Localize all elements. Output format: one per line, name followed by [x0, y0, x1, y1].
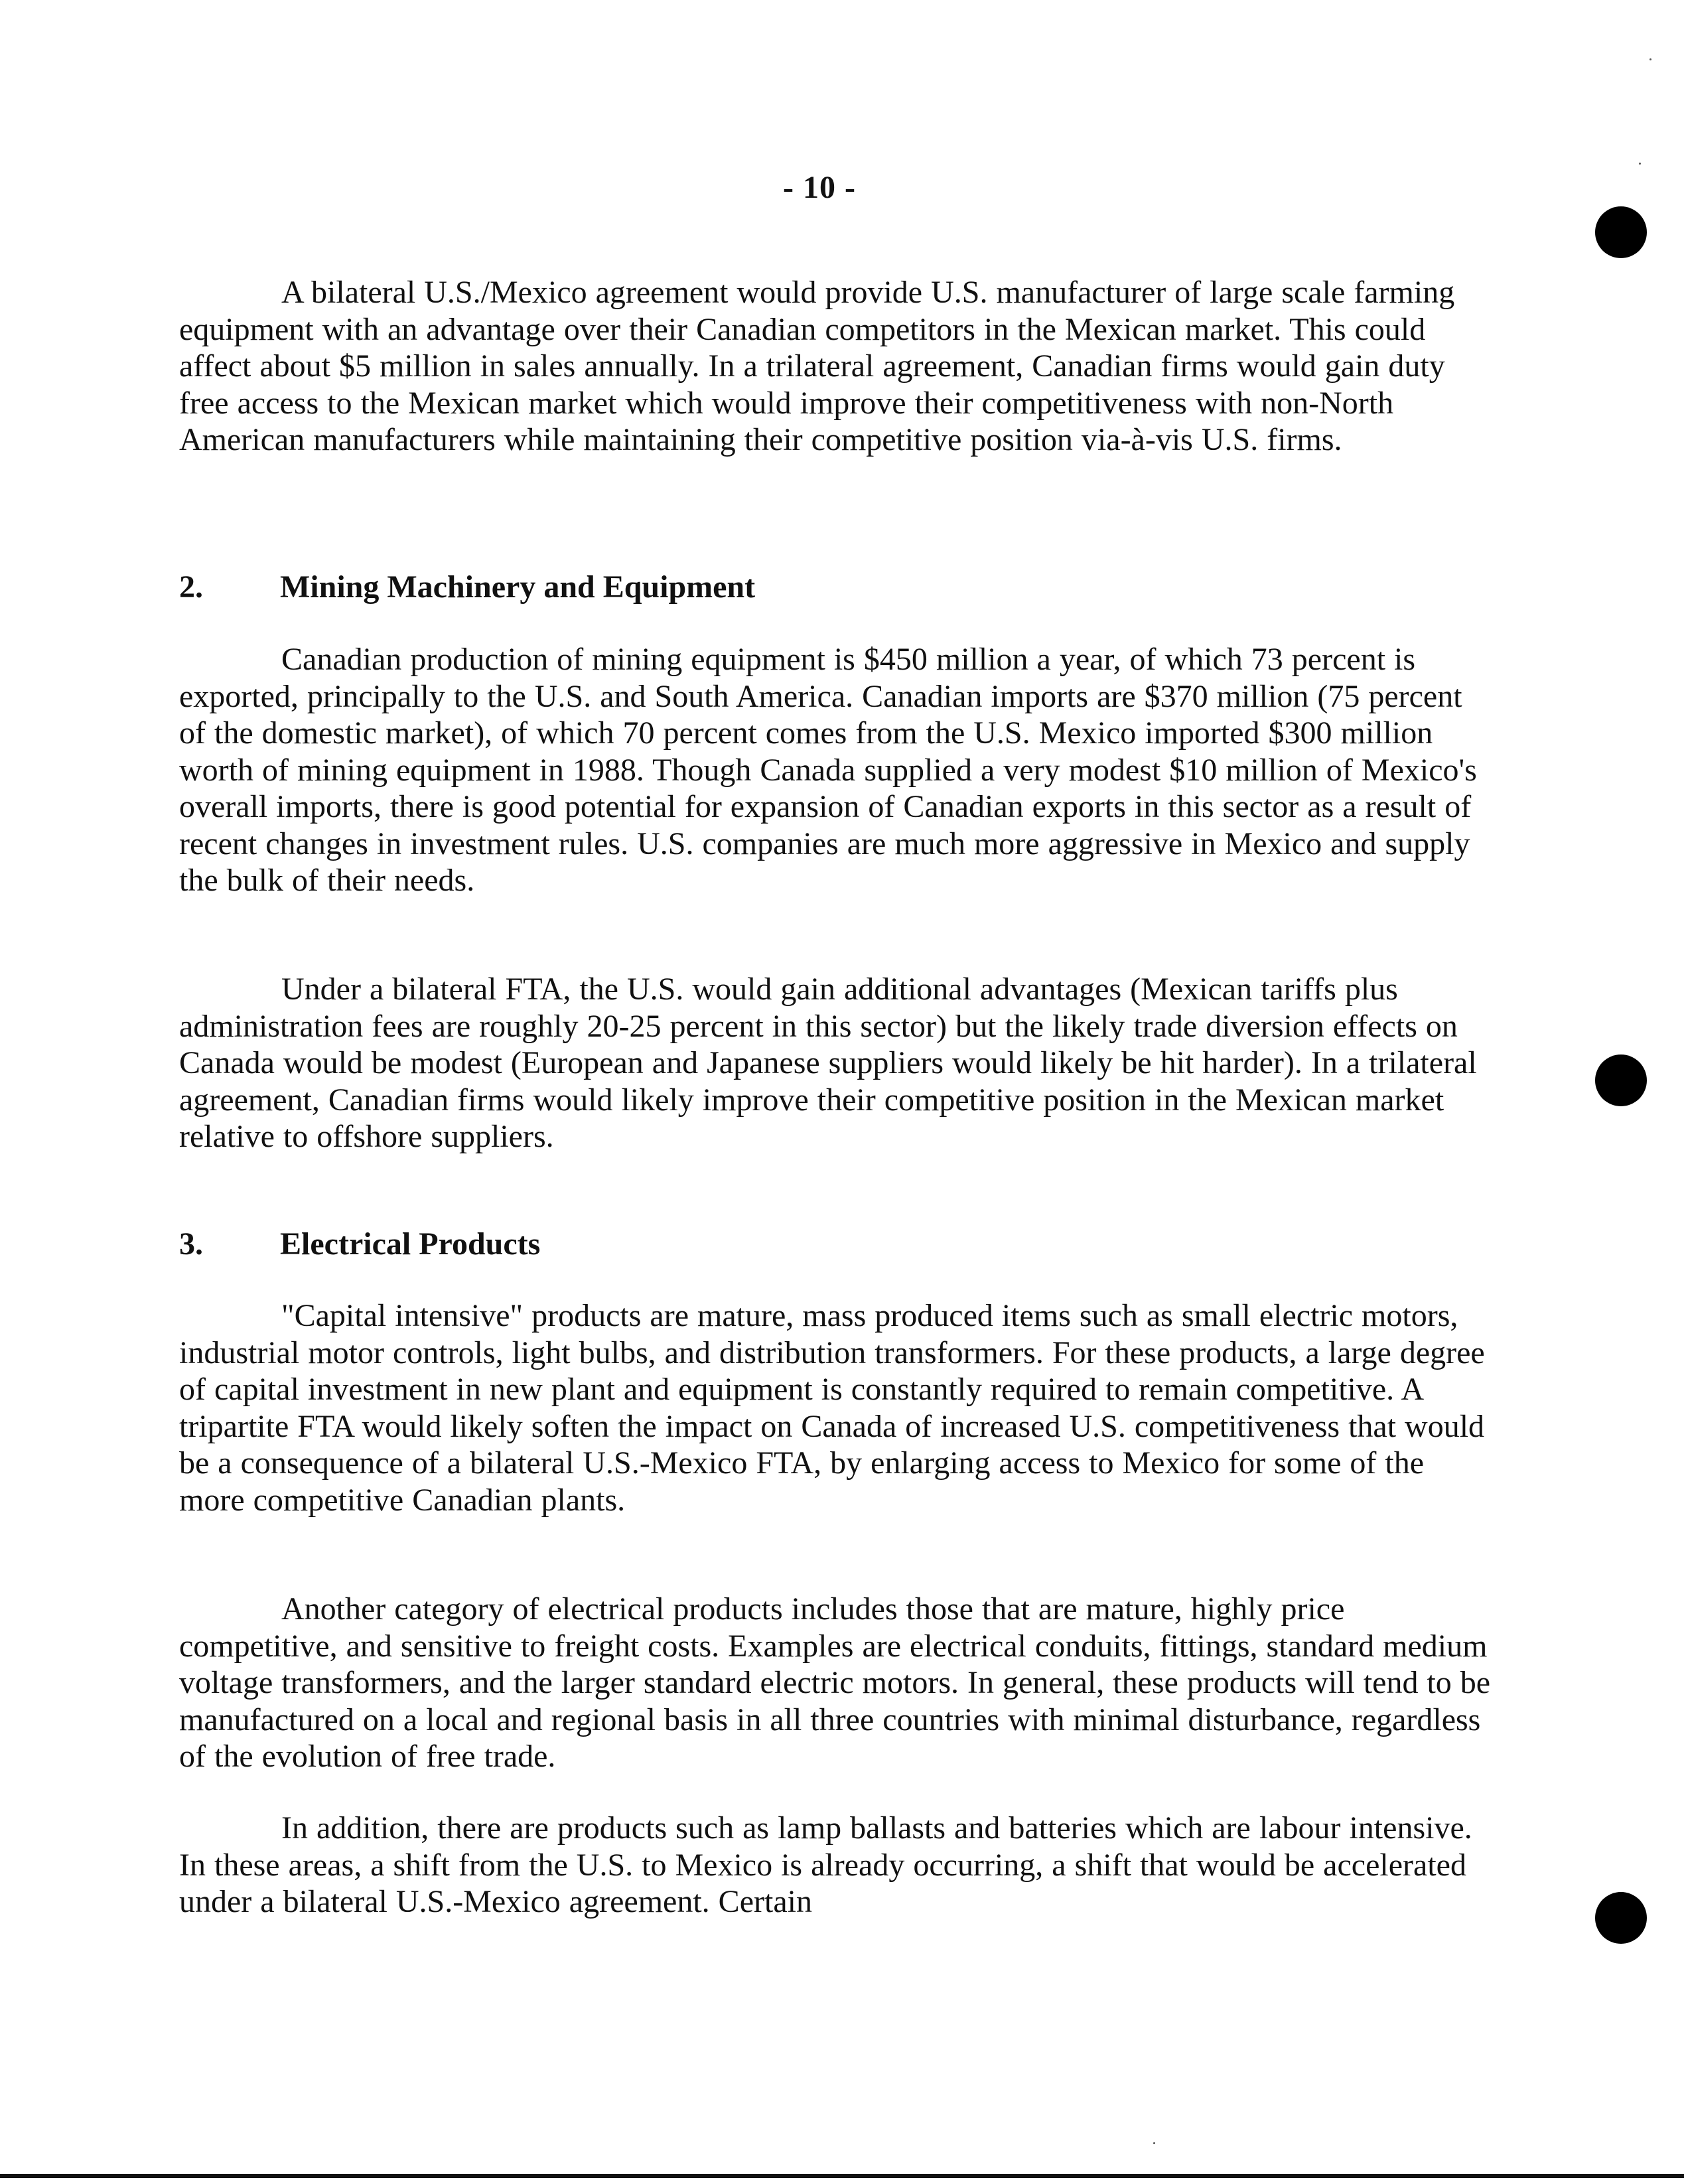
- binder-hole-middle: [1595, 1055, 1647, 1106]
- section-3-paragraph-3: In addition, there are products such as lamp ballasts and batteries which are labour intensive. In these areas, a shift from the U.S. to Mexico is already occurring, a shift that would be accelerated under a bilateral U.S.-Mexico agreement. Certain: [179, 1810, 1472, 1919]
- section-3-heading: [179, 1226, 540, 1262]
- section-2-paragraph-2: Under a bilateral FTA, the U.S. would gain additional advantages (Mexican tariffs plus administration fees are roughly 20-25 percent in this sector) but the likely trade diversion effects on Canada would be modest (European and Japanese suppliers would likely be hit harder). In a trilateral agreement, Canadian firms would likely improve their competitive position in the Mexican market relative to offshore suppliers.: [179, 972, 1477, 1154]
- section-2-heading: [179, 569, 755, 605]
- scan-speck: [1639, 163, 1641, 165]
- section-2-title: Mining Machinery and Equipment: [280, 569, 756, 605]
- section-2-number: 2.: [179, 569, 203, 605]
- binder-hole-bottom: [1595, 1892, 1647, 1944]
- bottom-edge-rule: [0, 2174, 1684, 2178]
- section-3-paragraph-2: Another category of electrical products includes those that are mature, highly price competitive, and sensitive to freight costs. Examples are electrical conduits, fittings, standard medium voltage transformers, and the larger standard electric motors. In general, these products will tend to be manufactured on a local and regional basis in all three countries with minimal disturbance, regardless of the evolution of free trade.: [179, 1591, 1491, 1774]
- scan-speck: [1153, 2142, 1155, 2144]
- section-2-paragraph-1: Canadian production of mining equipment is $450 million a year, of which 73 percent is exported, principally to the U.S. and South America. Canadian imports are $370 million (75 percent of the domestic market), of which 70 percent comes from the U.S. Mexico imported $300 million worth of mining equipment in 1988. Though Canada supplied a very modest $10 million of Mexico's overall imports, there is good potential for expansion of Canadian exports in this sector as a result of recent changes in investment rules. U.S. companies are much more aggressive in Mexico and supply the bulk of their needs.: [179, 642, 1477, 898]
- section-3-title: Electrical Products: [280, 1226, 541, 1262]
- binder-hole-top: [1595, 206, 1647, 258]
- page-number: - 10 -: [783, 170, 856, 205]
- intro-paragraph: A bilateral U.S./Mexico agreement would provide U.S. manufacturer of large scale farming equipment with an advantage over their Canadian competitors in the Mexican market. This could affect about $5 million in sales annually. In a trilateral agreement, Canadian firms would gain duty free access to the Mexican market which would improve their competitiveness with non-North American manufacturers while maintaining their competitive position via-à-vis U.S. firms.: [179, 275, 1455, 457]
- section-3-paragraph-1: "Capital intensive" products are mature, mass produced items such as small electric motors, industrial motor controls, light bulbs, and distribution transformers. For these products, a large degree of capital investment in new plant and equipment is constantly required to remain competitive. A tripartite FTA would likely soften the impact on Canada of increased U.S. competitiveness that would be a consequence of a bilateral U.S.-Mexico FTA, by enlarging access to Mexico for some of the more competitive Canadian plants.: [179, 1298, 1485, 1518]
- scan-speck: [1649, 58, 1651, 60]
- section-3-number: 3.: [179, 1226, 203, 1262]
